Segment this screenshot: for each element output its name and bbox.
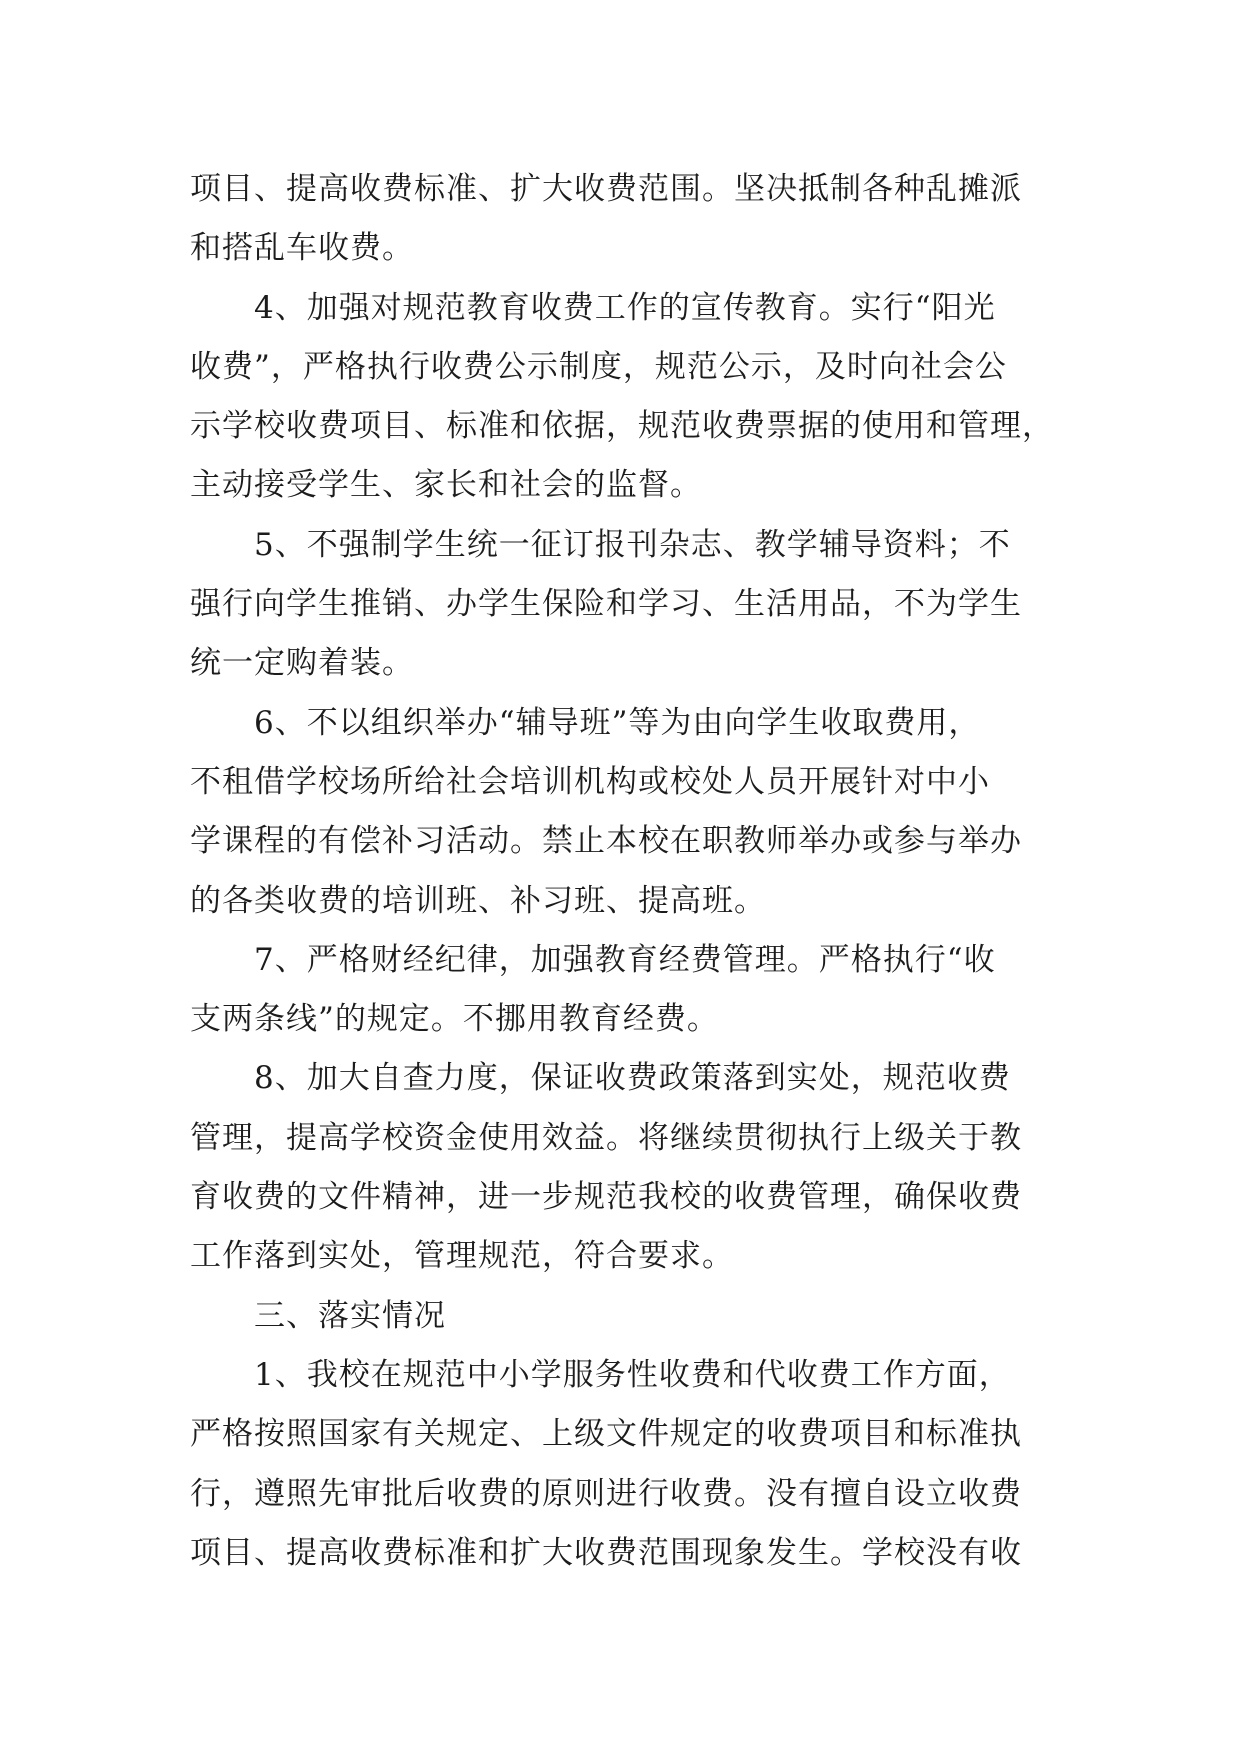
text-line: 项目、提高收费标准、扩大收费范围。坚决抵制各种乱摊派 — [190, 171, 1022, 207]
text-line: 主动接受学生、家长和社会的监督。 — [190, 467, 702, 504]
text-line: 8、加大自查力度，保证收费政策落到实处，规范收费 — [254, 1060, 1011, 1097]
text-line: 4、加强对规范教育收费工作的宣传教育。实行“阳光 — [254, 289, 996, 326]
text-line: 不租借学校场所给社会培训机构或校处人员开展针对中小 — [190, 763, 990, 800]
text-line: 学课程的有偿补习活动。禁止本校在职教师举办或参与举办 — [190, 823, 1022, 860]
text-line: 工作落到实处，管理规范，符合要求。 — [190, 1238, 734, 1275]
text-line: 项目、提高收费标准和扩大收费范围现象发生。学校没有收 — [190, 1534, 1022, 1571]
text-line: 6、不以组织举办“辅导班”等为由向学生收取费用， — [254, 704, 981, 741]
text-line: 育收费的文件精神，进一步规范我校的收费管理，确保收费 — [190, 1179, 1022, 1216]
text-line: 管理，提高学校资金使用效益。将继续贯彻执行上级关于教 — [190, 1119, 1022, 1156]
text-line: 的各类收费的培训班、补习班、提高班。 — [190, 882, 766, 919]
text-line: 收费”，严格执行收费公示制度，规范公示，及时向社会公 — [190, 348, 1007, 385]
text-line: 示学校收费项目、标准和依据，规范收费票据的使用和管理， — [190, 408, 1054, 445]
text-line: 强行向学生推销、办学生保险和学习、生活用品，不为学生 — [190, 586, 1022, 623]
text-line: 支两条线”的规定。不挪用教育经费。 — [190, 1001, 719, 1038]
text-line: 行，遵照先审批后收费的原则进行收费。没有擅自设立收费 — [190, 1475, 1022, 1512]
text-line: 1、我校在规范中小学服务性收费和代收费工作方面， — [254, 1356, 1011, 1393]
text-line: 严格按照国家有关规定、上级文件规定的收费项目和标准执 — [190, 1416, 1022, 1453]
text-line: 5、不强制学生统一征订报刊杂志、教学辅导资料；不 — [254, 526, 1011, 563]
text-line: 和搭乱车收费。 — [190, 230, 414, 267]
text-line: 统一定购着装。 — [190, 645, 414, 682]
document-body — [190, 160, 1054, 1583]
text-line: 7、严格财经纪律，加强教育经费管理。严格执行“收 — [254, 941, 996, 978]
text-line: 三、落实情况 — [254, 1297, 446, 1334]
